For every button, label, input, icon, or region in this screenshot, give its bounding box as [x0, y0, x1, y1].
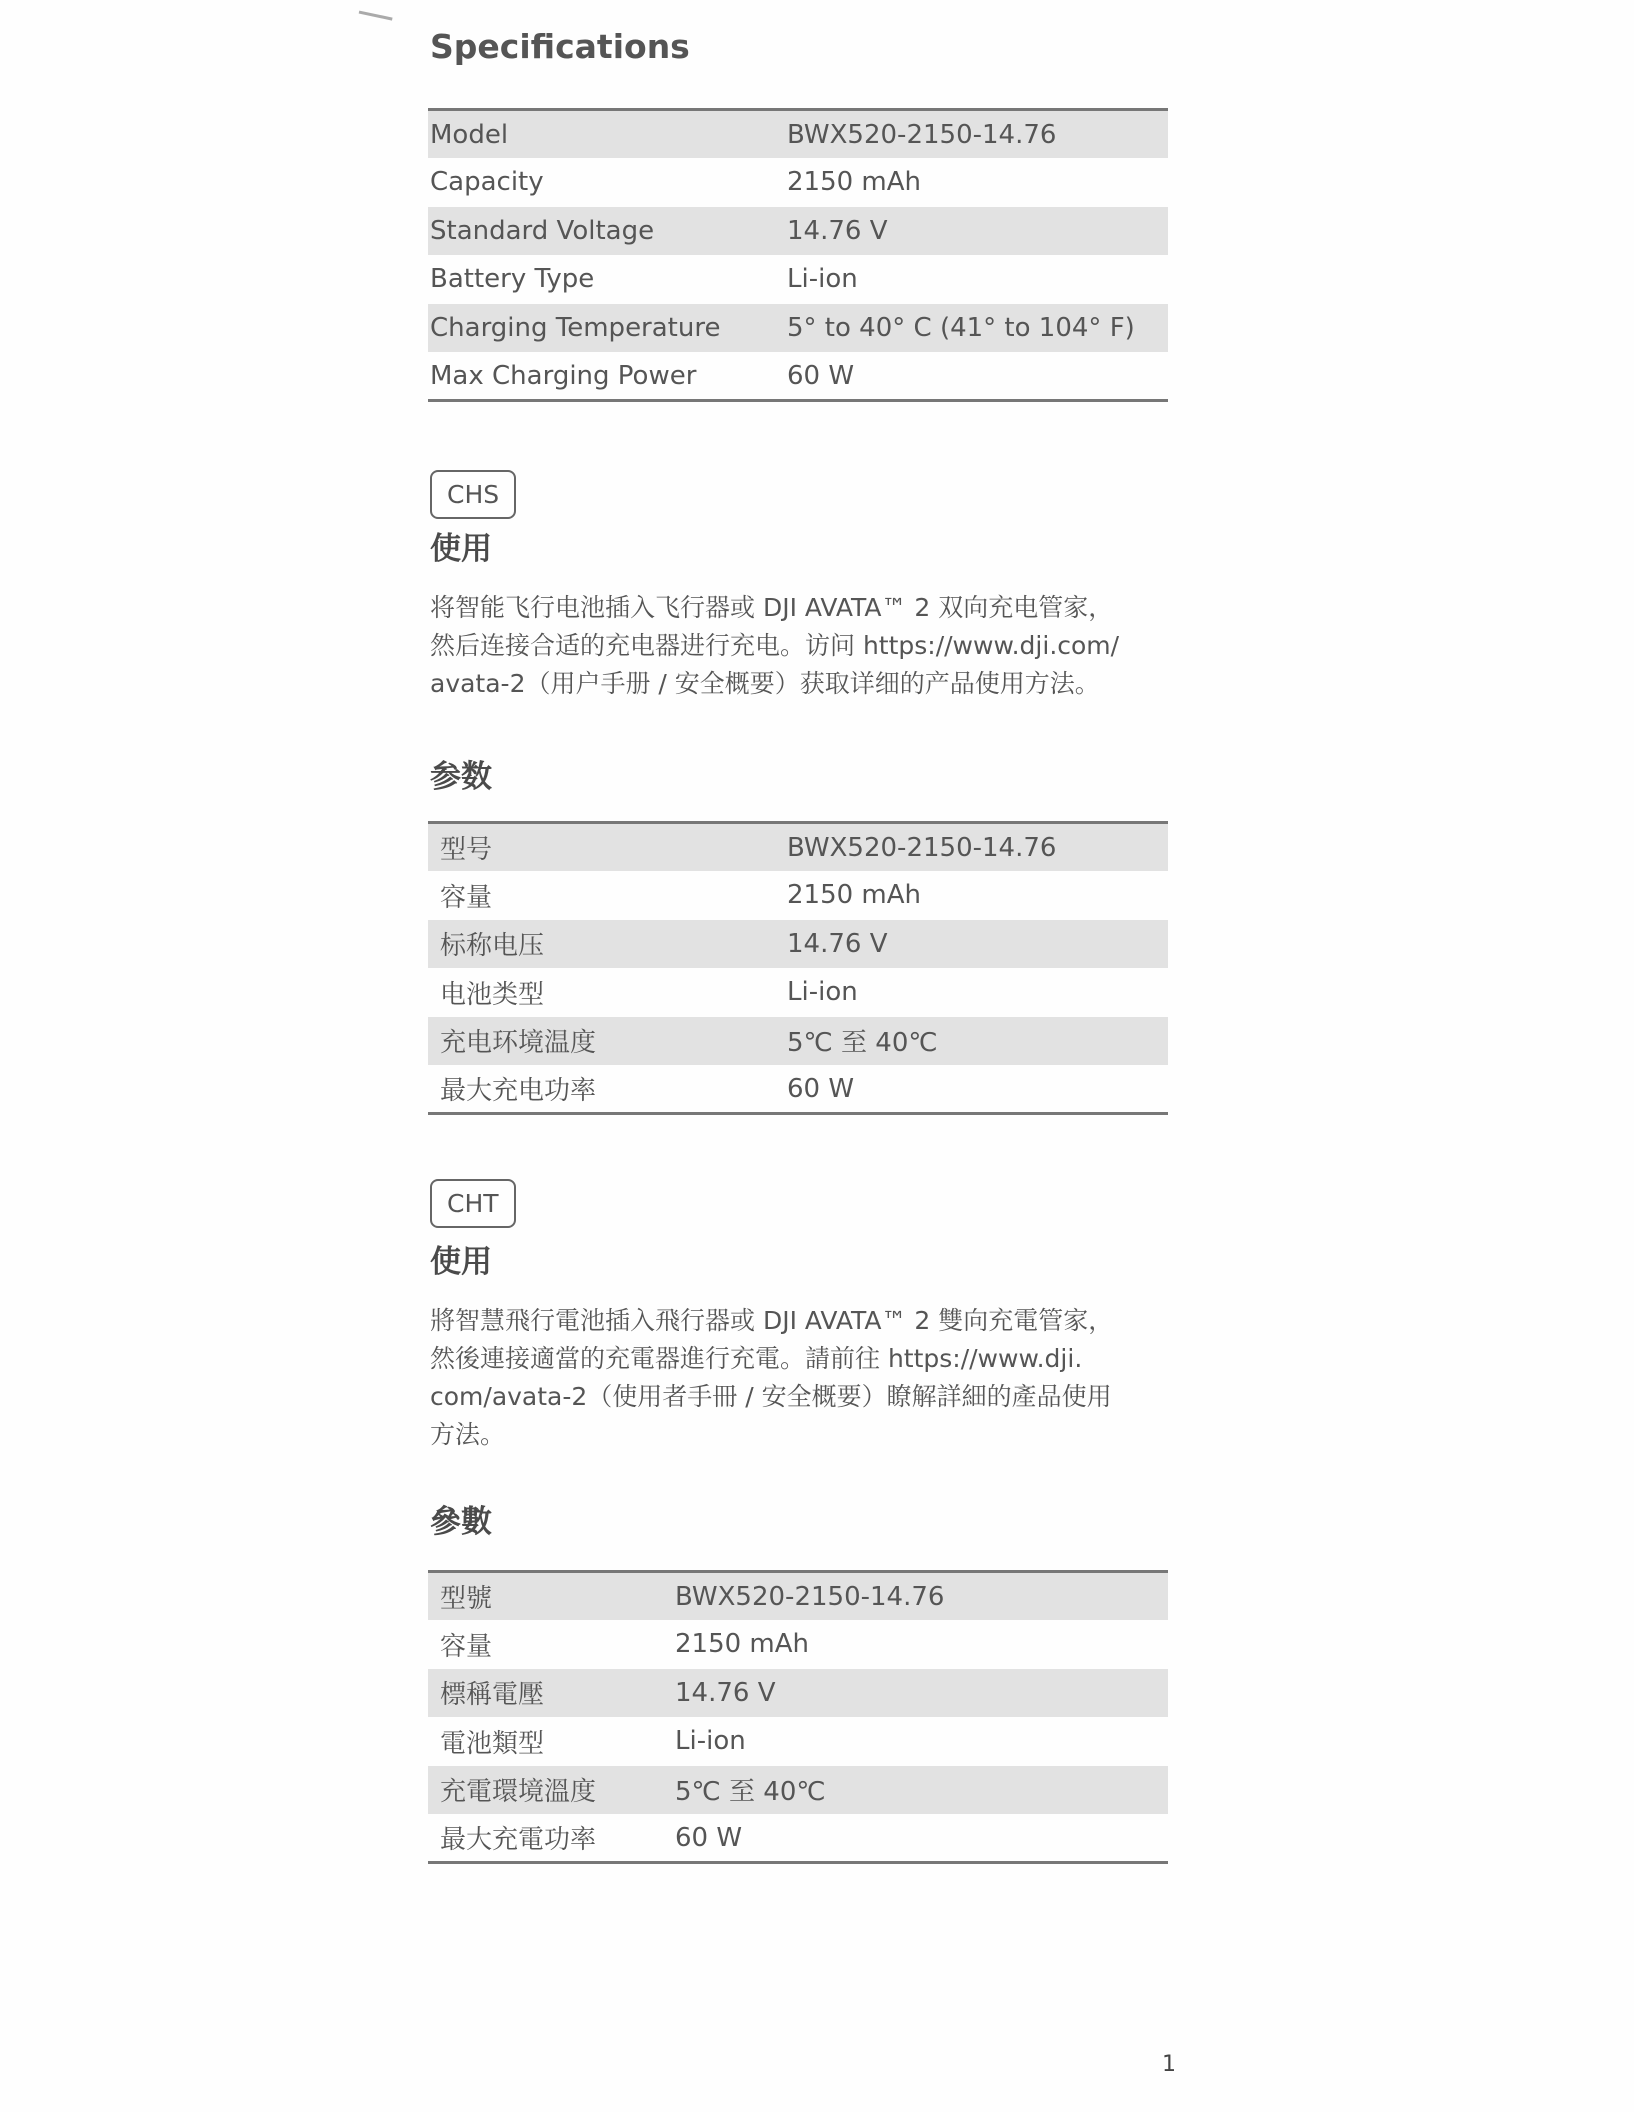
chs-usage-text	[428, 589, 1168, 703]
table-row	[428, 823, 1168, 872]
chs-usage-line: avata-2（用户手册 / 安全概要）获取详细的产品使用方法。	[430, 669, 1100, 698]
chs-section	[428, 470, 1168, 1115]
spec-value: 5℃ 至 40℃	[675, 1777, 826, 1808]
table-row	[428, 352, 1168, 401]
table-row	[428, 1065, 1168, 1114]
spec-value: Li-ion	[787, 977, 858, 1008]
table-row	[428, 158, 1168, 207]
spec-key: 型號	[440, 1584, 493, 1614]
spec-value: 5° to 40° C (41° to 104° F)	[787, 312, 1135, 343]
cht-usage-line: 然後連接適當的充電器進行充電。請前往 https://www.dji.	[430, 1344, 1083, 1373]
table-row	[428, 871, 1168, 920]
spec-value: 2150 mAh	[675, 1629, 810, 1660]
table-row	[428, 304, 1168, 353]
table-row	[428, 1017, 1168, 1066]
spec-key: Model	[430, 119, 509, 150]
spec-value: 60 W	[675, 1822, 743, 1853]
table-row	[428, 1669, 1168, 1718]
specifications-table-cht	[428, 1570, 1168, 1864]
table-row	[428, 1766, 1168, 1815]
spec-key: 電池類型	[440, 1728, 545, 1759]
specifications-title: Specifications	[430, 27, 690, 66]
spec-value: 14.76 V	[675, 1677, 776, 1708]
table-row	[428, 1717, 1168, 1766]
table-row	[428, 968, 1168, 1017]
spec-key: Standard Voltage	[430, 215, 655, 246]
specifications-table-en	[428, 108, 1168, 402]
table-row	[428, 920, 1168, 969]
table-row	[428, 110, 1168, 159]
spec-key: 标称电压	[440, 931, 545, 962]
spec-value: 2150 mAh	[787, 880, 922, 911]
spec-value: Li-ion	[675, 1726, 746, 1757]
page-content	[428, 18, 1168, 1864]
spec-value: 5℃ 至 40℃	[787, 1028, 938, 1059]
cht-usage-heading: 使用	[430, 1244, 492, 1280]
spec-value: 2150 mAh	[787, 167, 922, 198]
spec-key: 最大充电功率	[440, 1076, 597, 1106]
spec-value: 60 W	[787, 1073, 855, 1104]
spec-value: BWX520-2150-14.76	[787, 119, 1057, 150]
table-row	[428, 207, 1168, 256]
spec-key: 充電環境溫度	[440, 1777, 597, 1808]
spec-key: 型号	[440, 835, 493, 865]
spec-key: 电池类型	[440, 979, 545, 1010]
cht-usage-line: 將智慧飛行電池插入飛行器或 DJI AVATA™ 2 雙向充電管家，	[430, 1306, 1114, 1335]
chs-params-heading: 参数	[430, 759, 492, 795]
table-row	[428, 255, 1168, 304]
chs-language-badge: CHS	[430, 470, 516, 519]
spec-value: 60 W	[787, 360, 855, 391]
spec-value: BWX520-2150-14.76	[787, 832, 1057, 863]
cht-usage-line: com/avata-2（使用者手冊 / 安全概要）瞭解詳細的產品使用	[430, 1382, 1112, 1411]
spec-key: 容量	[440, 1631, 493, 1662]
chs-usage-line: 然后连接合适的充电器进行充电。访问 https://www.dji.com/	[430, 631, 1120, 660]
spec-value: BWX520-2150-14.76	[675, 1581, 945, 1612]
spec-key: 容量	[440, 882, 493, 913]
spec-value: Li-ion	[787, 264, 858, 295]
page-number: 1	[1162, 2052, 1176, 2077]
cht-params-heading: 參數	[430, 1504, 492, 1540]
spec-value: 14.76 V	[787, 928, 888, 959]
cht-usage-line: 方法。	[430, 1420, 506, 1449]
spec-key: 最大充電功率	[440, 1825, 597, 1855]
table-row	[428, 1572, 1168, 1621]
spec-key: 充电环境温度	[440, 1028, 597, 1059]
cht-usage-text	[428, 1302, 1168, 1454]
chs-usage-heading: 使用	[430, 531, 492, 567]
scan-mark	[357, 11, 392, 27]
spec-key: Capacity	[430, 167, 544, 198]
chs-usage-line: 将智能飞行电池插入飞行器或 DJI AVATA™ 2 双向充电管家，	[430, 593, 1114, 622]
spec-value: 14.76 V	[787, 215, 888, 246]
specifications-table-chs	[428, 821, 1168, 1115]
table-row	[428, 1620, 1168, 1669]
table-row	[428, 1814, 1168, 1863]
cht-section	[428, 1179, 1168, 1864]
spec-key: Max Charging Power	[430, 360, 697, 391]
spec-key: Battery Type	[430, 264, 595, 295]
spec-key: 標稱電壓	[440, 1680, 545, 1711]
cht-language-badge: CHT	[430, 1179, 516, 1228]
spec-key: Charging Temperature	[430, 312, 721, 343]
